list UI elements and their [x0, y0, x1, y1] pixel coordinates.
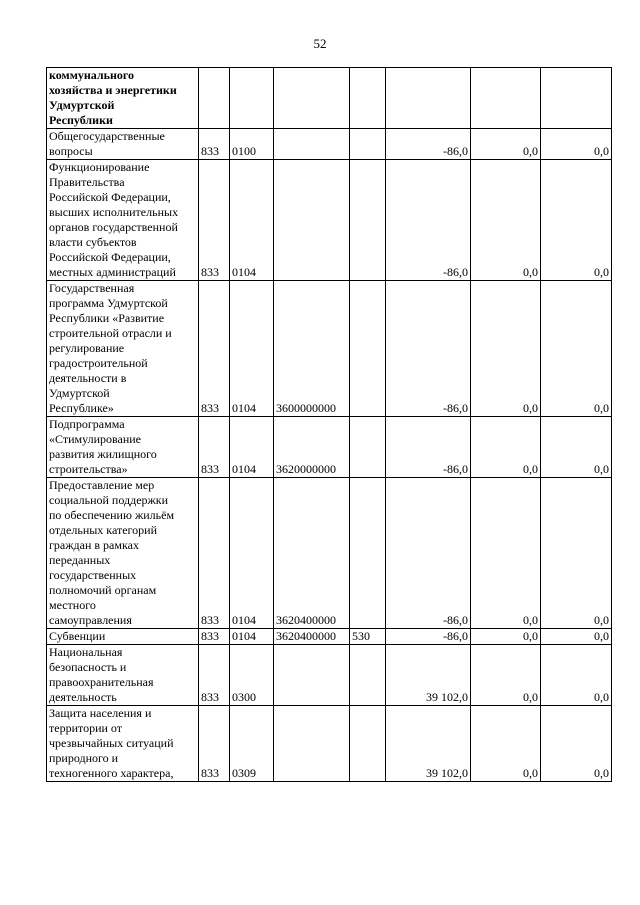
cell-amount-year-2-text: 0,0 — [523, 401, 538, 415]
cell-section-code-text: 0104 — [232, 401, 256, 415]
cell-section-code — [230, 478, 274, 629]
cell-amount — [386, 129, 471, 160]
cell-name — [47, 160, 199, 281]
cell-name-text: Предоставление мер социальной поддержки по обеспечению жильём отдельных категорий граждан в рамках переданных государственных полномочий органам местного самоуправления — [49, 478, 175, 627]
table-row — [47, 160, 612, 281]
cell-amount-year-2-text: 0,0 — [523, 265, 538, 279]
cell-amount-text: -86,0 — [443, 462, 468, 476]
cell-amount-year-2-text: 0,0 — [523, 766, 538, 780]
cell-amount-year-3 — [541, 417, 612, 478]
cell-target-article-text: 3600000000 — [276, 401, 336, 415]
cell-ministry-code-text: 833 — [201, 629, 219, 643]
cell-name — [47, 478, 199, 629]
cell-amount — [386, 281, 471, 417]
cell-name — [47, 281, 199, 417]
cell-amount-year-3 — [541, 478, 612, 629]
cell-amount — [386, 478, 471, 629]
table-row — [47, 281, 612, 417]
cell-section-code — [230, 629, 274, 645]
cell-amount-year-3 — [541, 629, 612, 645]
cell-expense-type-text: 530 — [352, 629, 370, 643]
cell-amount-year-2-text: 0,0 — [523, 629, 538, 643]
table-body — [47, 68, 612, 782]
cell-expense-type — [350, 645, 386, 706]
cell-amount-year-2-text: 0,0 — [523, 462, 538, 476]
cell-amount-year-3-text: 0,0 — [594, 629, 609, 643]
cell-amount — [386, 68, 471, 129]
cell-section-code — [230, 706, 274, 782]
table-row — [47, 417, 612, 478]
cell-amount-year-3 — [541, 706, 612, 782]
cell-target-article — [274, 129, 350, 160]
cell-amount-text: -86,0 — [443, 401, 468, 415]
cell-ministry-code — [199, 160, 230, 281]
cell-section-code — [230, 68, 274, 129]
cell-target-article — [274, 68, 350, 129]
cell-amount-year-2-text: 0,0 — [523, 613, 538, 627]
cell-amount-text: -86,0 — [443, 265, 468, 279]
cell-amount-year-2 — [471, 129, 541, 160]
page-number: 52 — [313, 36, 327, 51]
cell-name-text: коммунального хозяйства и энергетики Удмуртской Республики — [49, 68, 177, 127]
cell-expense-type — [350, 281, 386, 417]
cell-name-text: Национальная безопасность и правоохранительная деятельность — [49, 645, 154, 704]
cell-amount-year-2 — [471, 281, 541, 417]
cell-section-code-text: 0104 — [232, 462, 256, 476]
cell-target-article — [274, 160, 350, 281]
table-row — [47, 629, 612, 645]
cell-section-code — [230, 160, 274, 281]
cell-name-text: Функционирование Правительства Российской Федерации, высших исполнительных органов государственной власти субъектов Российской Федерации, местных администраций — [49, 160, 179, 279]
cell-amount-text: 39 102,0 — [426, 766, 468, 780]
cell-amount-year-3-text: 0,0 — [594, 144, 609, 158]
cell-amount-year-3-text: 0,0 — [594, 613, 609, 627]
cell-ministry-code-text: 833 — [201, 613, 219, 627]
cell-amount-year-3 — [541, 281, 612, 417]
cell-expense-type — [350, 706, 386, 782]
cell-ministry-code — [199, 645, 230, 706]
cell-amount-year-3-text: 0,0 — [594, 766, 609, 780]
cell-section-code — [230, 129, 274, 160]
cell-amount-year-2 — [471, 68, 541, 129]
cell-section-code-text: 0104 — [232, 265, 256, 279]
cell-target-article — [274, 706, 350, 782]
cell-ministry-code — [199, 129, 230, 160]
cell-ministry-code-text: 833 — [201, 766, 219, 780]
cell-amount — [386, 160, 471, 281]
cell-ministry-code — [199, 417, 230, 478]
cell-ministry-code — [199, 478, 230, 629]
cell-target-article — [274, 629, 350, 645]
cell-name — [47, 129, 199, 160]
cell-amount-text: -86,0 — [443, 144, 468, 158]
cell-amount-year-3-text: 0,0 — [594, 462, 609, 476]
table-row — [47, 129, 612, 160]
cell-ministry-code — [199, 629, 230, 645]
cell-name — [47, 417, 199, 478]
cell-expense-type — [350, 417, 386, 478]
cell-amount-year-2 — [471, 160, 541, 281]
cell-ministry-code — [199, 281, 230, 417]
cell-amount-text: -86,0 — [443, 629, 468, 643]
cell-ministry-code — [199, 706, 230, 782]
cell-name — [47, 629, 199, 645]
cell-amount-year-2-text: 0,0 — [523, 690, 538, 704]
cell-expense-type — [350, 68, 386, 129]
table-row — [47, 68, 612, 129]
cell-amount-year-2 — [471, 417, 541, 478]
cell-section-code — [230, 417, 274, 478]
cell-section-code-text: 0104 — [232, 613, 256, 627]
cell-name-text: Субвенции — [49, 629, 106, 643]
table-row — [47, 478, 612, 629]
cell-target-article — [274, 645, 350, 706]
cell-amount-year-3 — [541, 68, 612, 129]
cell-target-article — [274, 478, 350, 629]
cell-amount-text: -86,0 — [443, 613, 468, 627]
cell-name — [47, 68, 199, 129]
cell-amount — [386, 417, 471, 478]
cell-target-article — [274, 281, 350, 417]
cell-name-text: Защита населения и территории от чрезвычайных ситуаций природного и техногенного характера, — [49, 706, 174, 780]
cell-target-article-text: 3620000000 — [276, 462, 336, 476]
cell-target-article-text: 3620400000 — [276, 613, 336, 627]
cell-target-article — [274, 417, 350, 478]
cell-section-code-text: 0300 — [232, 690, 256, 704]
cell-amount — [386, 645, 471, 706]
cell-ministry-code-text: 833 — [201, 265, 219, 279]
cell-name — [47, 645, 199, 706]
cell-expense-type — [350, 629, 386, 645]
cell-amount-year-3-text: 0,0 — [594, 265, 609, 279]
table-row — [47, 706, 612, 782]
cell-amount-year-3-text: 0,0 — [594, 690, 609, 704]
cell-name — [47, 706, 199, 782]
cell-ministry-code — [199, 68, 230, 129]
cell-amount — [386, 706, 471, 782]
budget-table — [46, 67, 612, 782]
cell-amount-year-2 — [471, 478, 541, 629]
cell-section-code — [230, 645, 274, 706]
cell-name-text: Государственная программа Удмуртской Республики «Развитие строительной отрасли и регулирование градостроительной деятельности в Удмуртской Республике» — [49, 281, 172, 415]
cell-section-code-text: 0309 — [232, 766, 256, 780]
cell-amount — [386, 629, 471, 645]
cell-ministry-code-text: 833 — [201, 690, 219, 704]
cell-expense-type — [350, 478, 386, 629]
cell-target-article-text: 3620400000 — [276, 629, 336, 643]
cell-amount-year-2 — [471, 645, 541, 706]
cell-section-code-text: 0100 — [232, 144, 256, 158]
cell-amount-year-3 — [541, 645, 612, 706]
cell-amount-year-3-text: 0,0 — [594, 401, 609, 415]
cell-expense-type — [350, 129, 386, 160]
cell-name-text: Общегосударственные вопросы — [49, 129, 165, 158]
cell-section-code — [230, 281, 274, 417]
cell-name-text: Подпрограмма «Стимулирование развития жилищного строительства» — [49, 417, 157, 476]
cell-amount-year-3 — [541, 160, 612, 281]
cell-ministry-code-text: 833 — [201, 462, 219, 476]
cell-amount-year-2 — [471, 629, 541, 645]
cell-expense-type — [350, 160, 386, 281]
table-row — [47, 645, 612, 706]
cell-amount-year-3 — [541, 129, 612, 160]
cell-section-code-text: 0104 — [232, 629, 256, 643]
cell-amount-year-2-text: 0,0 — [523, 144, 538, 158]
cell-amount-year-2 — [471, 706, 541, 782]
cell-ministry-code-text: 833 — [201, 144, 219, 158]
cell-ministry-code-text: 833 — [201, 401, 219, 415]
cell-amount-text: 39 102,0 — [426, 690, 468, 704]
